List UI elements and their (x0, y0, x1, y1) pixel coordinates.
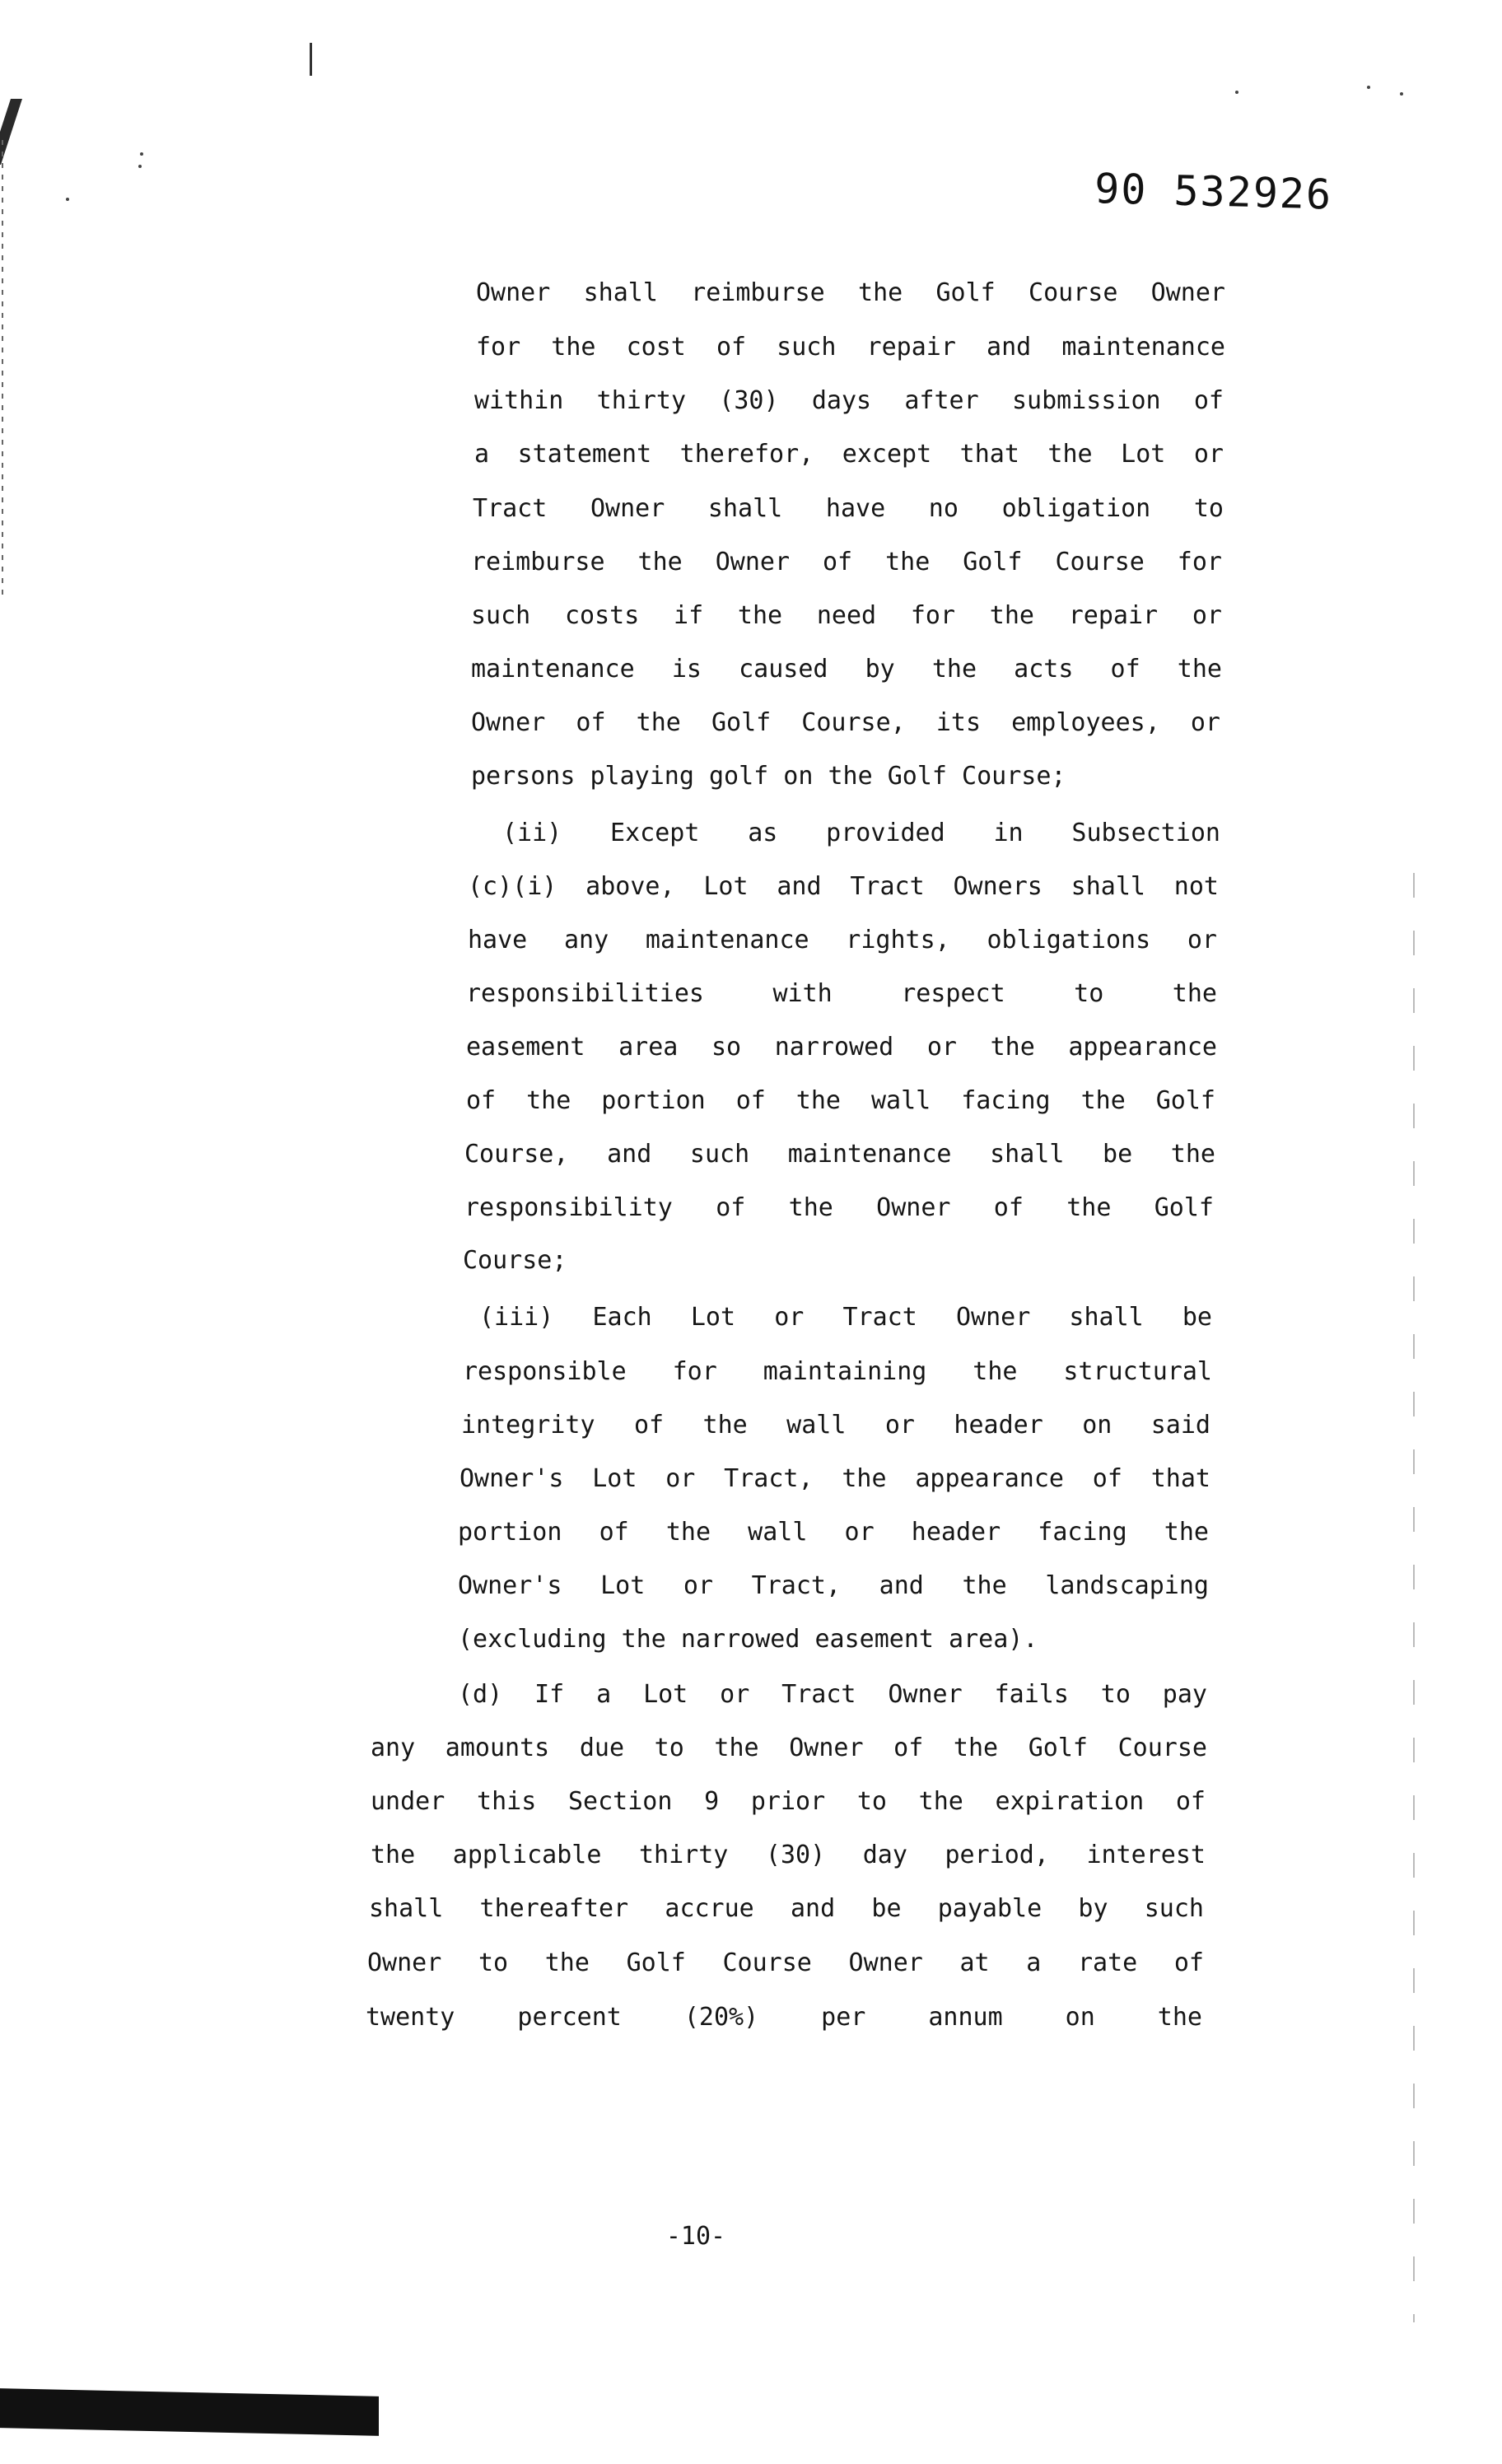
body-line: Owner's Lot or Tract, and the landscaping (458, 1571, 1209, 1600)
body-line: easement area so narrowed or the appearance (466, 1033, 1217, 1062)
body-line: twenty percent (20%) per annum on the (366, 2003, 1202, 2032)
scan-artifact-left-edge (2, 140, 3, 601)
body-line: (c)(i) above, Lot and Tract Owners shall not (468, 872, 1219, 901)
document-number: 90 532926 (1094, 165, 1333, 219)
subsection-ii-line: (ii) Except as provided in Subsection (502, 819, 1220, 847)
page-number: -10- (665, 2222, 726, 2251)
scan-artifact-dot (1235, 91, 1238, 94)
scan-artifact-top-mark (310, 43, 312, 76)
body-line: (excluding the narrowed easement area). (458, 1625, 1038, 1654)
scan-artifact-bottom-bar (0, 2388, 379, 2436)
body-line: within thirty (30) days after submission of (474, 386, 1224, 415)
body-line: maintenance is caused by the acts of the (471, 655, 1222, 684)
subsection-iii-line: (iii) Each Lot or Tract Owner shall be (479, 1303, 1212, 1332)
scan-artifact-dot (66, 198, 69, 201)
body-line: Tract Owner shall have no obligation to (473, 494, 1224, 523)
body-line: Owner shall reimburse the Golf Course Owner (476, 278, 1225, 307)
body-line: responsible for maintaining the structural (463, 1357, 1212, 1386)
body-line: of the portion of the wall facing the Golf (466, 1086, 1215, 1115)
body-line: under this Section 9 prior to the expiration of (371, 1787, 1206, 1816)
body-line: any amounts due to the Owner of the Golf Course (371, 1734, 1207, 1762)
body-line: portion of the wall or header facing the (458, 1518, 1209, 1547)
scan-artifact-dot (1400, 92, 1403, 96)
body-line: Owner to the Golf Course Owner at a rate of (367, 1948, 1204, 1977)
body-line: Owner's Lot or Tract, the appearance of that (459, 1464, 1210, 1493)
body-line: a statement therefor, except that the Lot or (474, 440, 1224, 469)
body-line: the applicable thirty (30) day period, interest (371, 1841, 1206, 1869)
body-line: integrity of the wall or header on said (461, 1411, 1210, 1440)
body-line: Owner of the Golf Course, its employees, or (471, 708, 1220, 737)
scan-artifact-right-edge (1413, 873, 1415, 2322)
scan-artifact-left-mark (0, 99, 22, 165)
subsection-d-line: (d) If a Lot or Tract Owner fails to pay (458, 1680, 1207, 1709)
body-line: Course, and such maintenance shall be the (464, 1140, 1215, 1169)
scan-artifact-dot (140, 152, 143, 156)
body-line: persons playing golf on the Golf Course; (471, 762, 1066, 791)
body-line: reimburse the Owner of the Golf Course for (471, 548, 1222, 576)
body-line: responsibilities with respect to the (466, 979, 1217, 1008)
body-line: Course; (463, 1246, 567, 1275)
scan-artifact-dot (1367, 86, 1370, 89)
body-line: have any maintenance rights, obligations or (468, 926, 1217, 954)
body-line: responsibility of the Owner of the Golf (464, 1193, 1214, 1222)
body-line: such costs if the need for the repair or (471, 601, 1222, 630)
body-line: for the cost of such repair and maintenance (476, 333, 1225, 362)
scan-artifact-dot (138, 165, 142, 168)
body-line: shall thereafter accrue and be payable by such (369, 1894, 1204, 1923)
